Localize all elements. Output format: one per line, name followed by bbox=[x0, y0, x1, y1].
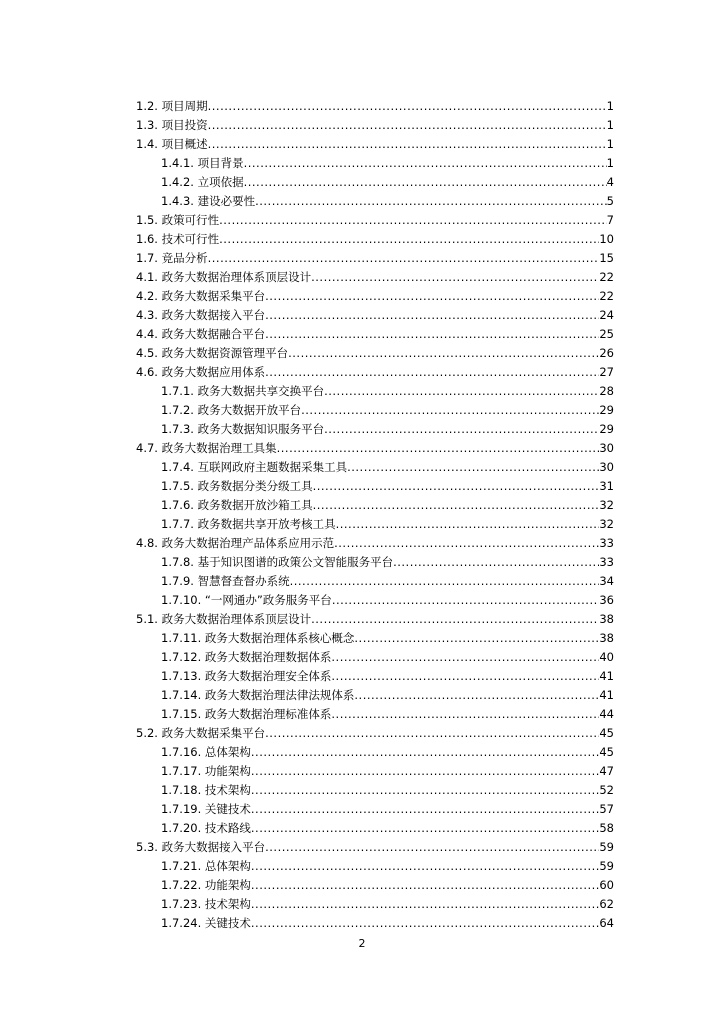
toc-entry[interactable] bbox=[136, 838, 614, 857]
toc-dot-leader bbox=[251, 914, 599, 933]
toc-entry[interactable] bbox=[136, 515, 614, 534]
toc-dot-leader bbox=[313, 477, 600, 496]
toc-dot-leader bbox=[277, 439, 600, 458]
toc-entry[interactable] bbox=[136, 344, 614, 363]
toc-entry-title: 1.7.9. 智慧督查督办系统 bbox=[161, 574, 290, 588]
toc-entry-page: 33 bbox=[599, 536, 614, 550]
toc-dot-leader bbox=[265, 838, 599, 857]
toc-entry-page: 31 bbox=[599, 479, 614, 493]
toc-entry[interactable] bbox=[136, 249, 614, 268]
toc-dot-leader bbox=[265, 363, 599, 382]
toc-entry-page: 34 bbox=[599, 574, 614, 588]
toc-dot-leader bbox=[251, 895, 599, 914]
toc-dot-leader bbox=[244, 173, 607, 192]
toc-entry-title: 1.7.13. 政务大数据治理安全体系 bbox=[161, 669, 332, 683]
toc-entry-title: 1.5. 政策可行性 bbox=[136, 213, 220, 227]
toc-entry[interactable] bbox=[136, 439, 614, 458]
toc-dot-leader bbox=[290, 572, 600, 591]
toc-dot-leader bbox=[331, 705, 599, 724]
toc-entry[interactable] bbox=[136, 914, 614, 933]
toc-entry[interactable] bbox=[136, 154, 614, 173]
toc-dot-leader bbox=[255, 192, 607, 211]
toc-entry[interactable] bbox=[136, 534, 614, 553]
toc-entry-title: 4.2. 政务大数据采集平台 bbox=[136, 289, 266, 303]
toc-entry-page: 1 bbox=[606, 156, 614, 170]
toc-entry[interactable] bbox=[136, 686, 614, 705]
toc-dot-leader bbox=[324, 420, 599, 439]
toc-dot-leader bbox=[354, 629, 599, 648]
toc-entry-title: 1.7.19. 关键技术 bbox=[161, 802, 251, 816]
toc-dot-leader bbox=[334, 534, 599, 553]
toc-dot-leader bbox=[265, 724, 599, 743]
toc-dot-leader bbox=[311, 268, 599, 287]
toc-dot-leader bbox=[251, 800, 599, 819]
toc-entry-title: 1.7.10. “一网通办”政务服务平台 bbox=[161, 593, 332, 607]
toc-entry-title: 1.7.5. 政务数据分类分级工具 bbox=[161, 479, 313, 493]
toc-dot-leader bbox=[331, 648, 599, 667]
toc-entry[interactable] bbox=[136, 591, 614, 610]
toc-entry-title: 1.7.8. 基于知识图谱的政策公文智能服务平台 bbox=[161, 555, 394, 569]
toc-entry[interactable] bbox=[136, 724, 614, 743]
toc-dot-leader bbox=[332, 591, 600, 610]
toc-entry-page: 5 bbox=[606, 194, 614, 208]
toc-entry-title: 4.7. 政务大数据治理工具集 bbox=[136, 441, 277, 455]
toc-entry-title: 1.7.16. 总体架构 bbox=[161, 745, 251, 759]
toc-entry[interactable] bbox=[136, 857, 614, 876]
toc-entry[interactable] bbox=[136, 211, 614, 230]
toc-entry-title: 1.4.1. 项目背景 bbox=[161, 156, 244, 170]
toc-entry[interactable] bbox=[136, 420, 614, 439]
toc-entry[interactable] bbox=[136, 325, 614, 344]
toc-entry[interactable] bbox=[136, 762, 614, 781]
toc-entry[interactable] bbox=[136, 648, 614, 667]
toc-entry-page: 25 bbox=[599, 327, 614, 341]
toc-entry-title: 5.3. 政务大数据接入平台 bbox=[136, 840, 266, 854]
toc-entry-title: 1.7.1. 政务大数据共享交换平台 bbox=[161, 384, 325, 398]
toc-entry-page: 1 bbox=[606, 99, 614, 113]
toc-entry-page: 38 bbox=[599, 631, 614, 645]
toc-entry-page: 22 bbox=[599, 270, 614, 284]
toc-dot-leader bbox=[208, 249, 600, 268]
toc-dot-leader bbox=[301, 401, 599, 420]
toc-entry[interactable] bbox=[136, 363, 614, 382]
toc-dot-leader bbox=[251, 781, 599, 800]
toc-entry-page: 41 bbox=[599, 688, 614, 702]
toc-entry[interactable] bbox=[136, 116, 614, 135]
toc-entry-page: 1 bbox=[606, 137, 614, 151]
toc-entry-title: 1.7.15. 政务大数据治理标准体系 bbox=[161, 707, 332, 721]
toc-entry-page: 58 bbox=[599, 821, 614, 835]
toc-entry[interactable] bbox=[136, 705, 614, 724]
toc-entry-title: 1.2. 项目周期 bbox=[136, 99, 208, 113]
toc-entry-page: 1 bbox=[606, 118, 614, 132]
toc-entry-page: 57 bbox=[599, 802, 614, 816]
toc-dot-leader bbox=[331, 667, 599, 686]
toc-entry-page: 30 bbox=[599, 460, 614, 474]
toc-entry-page: 30 bbox=[599, 441, 614, 455]
toc-entry-title: 5.1. 政务大数据治理体系顶层设计 bbox=[136, 612, 312, 626]
toc-entry-title: 4.3. 政务大数据接入平台 bbox=[136, 308, 266, 322]
toc-entry[interactable] bbox=[136, 743, 614, 762]
toc-entry-title: 1.4. 项目概述 bbox=[136, 137, 208, 151]
toc-entry-page: 38 bbox=[599, 612, 614, 626]
toc-entry[interactable] bbox=[136, 496, 614, 515]
toc-dot-leader bbox=[336, 515, 600, 534]
toc-entry-page: 29 bbox=[599, 422, 614, 436]
toc-entry[interactable] bbox=[136, 401, 614, 420]
toc-entry-title: 1.7.3. 政务大数据知识服务平台 bbox=[161, 422, 325, 436]
toc-dot-leader bbox=[251, 819, 599, 838]
toc-entry-title: 4.5. 政务大数据资源管理平台 bbox=[136, 346, 289, 360]
toc-dot-leader bbox=[219, 230, 599, 249]
toc-entry[interactable] bbox=[136, 173, 614, 192]
toc-entry[interactable] bbox=[136, 382, 614, 401]
toc-dot-leader bbox=[251, 743, 599, 762]
toc-entry-page: 52 bbox=[599, 783, 614, 797]
toc-entry-title: 5.2. 政务大数据采集平台 bbox=[136, 726, 266, 740]
toc-dot-leader bbox=[219, 211, 607, 230]
toc-dot-leader bbox=[251, 876, 599, 895]
toc-entry-page: 28 bbox=[599, 384, 614, 398]
toc-entry-title: 1.7.7. 政务数据共享开放考核工具 bbox=[161, 517, 336, 531]
toc-dot-leader bbox=[324, 382, 599, 401]
toc-entry[interactable] bbox=[136, 610, 614, 629]
toc-entry-page: 33 bbox=[599, 555, 614, 569]
page-number: 2 bbox=[358, 937, 366, 950]
toc-entry[interactable] bbox=[136, 819, 614, 838]
toc-entry-title: 1.7.17. 功能架构 bbox=[161, 764, 251, 778]
toc-entry-page: 62 bbox=[599, 897, 614, 911]
table-of-contents bbox=[136, 97, 614, 933]
toc-entry-page: 59 bbox=[599, 840, 614, 854]
toc-entry[interactable] bbox=[136, 287, 614, 306]
toc-entry[interactable] bbox=[136, 895, 614, 914]
toc-entry-title: 1.6. 技术可行性 bbox=[136, 232, 220, 246]
toc-entry-page: 15 bbox=[599, 251, 614, 265]
toc-dot-leader bbox=[311, 610, 599, 629]
toc-entry[interactable] bbox=[136, 135, 614, 154]
toc-entry-title: 1.7.22. 功能架构 bbox=[161, 878, 251, 892]
toc-entry-page: 40 bbox=[599, 650, 614, 664]
toc-entry[interactable] bbox=[136, 306, 614, 325]
toc-entry-page: 60 bbox=[599, 878, 614, 892]
toc-entry-title: 1.7.18. 技术架构 bbox=[161, 783, 251, 797]
toc-entry-page: 47 bbox=[599, 764, 614, 778]
toc-entry-title: 1.7.6. 政务数据开放沙箱工具 bbox=[161, 498, 313, 512]
toc-entry-page: 32 bbox=[599, 517, 614, 531]
toc-entry-page: 29 bbox=[599, 403, 614, 417]
toc-dot-leader bbox=[208, 97, 607, 116]
toc-entry-title: 1.7.20. 技术路线 bbox=[161, 821, 251, 835]
toc-entry-title: 1.4.2. 立项依据 bbox=[161, 175, 244, 189]
toc-entry[interactable] bbox=[136, 477, 614, 496]
toc-entry-page: 7 bbox=[606, 213, 614, 227]
toc-dot-leader bbox=[347, 458, 599, 477]
toc-entry-page: 64 bbox=[599, 916, 614, 930]
toc-dot-leader bbox=[393, 553, 599, 572]
toc-entry-title: 1.7. 竞品分析 bbox=[136, 251, 208, 265]
toc-entry-page: 59 bbox=[599, 859, 614, 873]
toc-entry[interactable] bbox=[136, 268, 614, 287]
toc-entry-title: 1.7.24. 关键技术 bbox=[161, 916, 251, 930]
toc-entry-title: 1.3. 项目投资 bbox=[136, 118, 208, 132]
toc-entry[interactable] bbox=[136, 572, 614, 591]
toc-entry[interactable] bbox=[136, 553, 614, 572]
toc-dot-leader bbox=[313, 496, 600, 515]
toc-entry-page: 26 bbox=[599, 346, 614, 360]
toc-entry[interactable] bbox=[136, 800, 614, 819]
toc-entry-page: 27 bbox=[599, 365, 614, 379]
toc-entry-title: 1.7.23. 技术架构 bbox=[161, 897, 251, 911]
toc-entry-page: 36 bbox=[599, 593, 614, 607]
toc-entry[interactable] bbox=[136, 230, 614, 249]
toc-entry[interactable] bbox=[136, 192, 614, 211]
toc-entry-title: 1.7.11. 政务大数据治理体系核心概念 bbox=[161, 631, 355, 645]
toc-dot-leader bbox=[265, 287, 599, 306]
toc-entry-title: 1.7.14. 政务大数据治理法律法规体系 bbox=[161, 688, 355, 702]
toc-entry[interactable] bbox=[136, 458, 614, 477]
toc-dot-leader bbox=[265, 325, 599, 344]
toc-entry-title: 1.4.3. 建设必要性 bbox=[161, 194, 256, 208]
toc-entry[interactable] bbox=[136, 876, 614, 895]
toc-entry-page: 10 bbox=[599, 232, 614, 246]
toc-entry-title: 1.7.2. 政务大数据开放平台 bbox=[161, 403, 302, 417]
toc-entry-page: 45 bbox=[599, 726, 614, 740]
toc-entry-title: 1.7.12. 政务大数据治理数据体系 bbox=[161, 650, 332, 664]
toc-entry[interactable] bbox=[136, 781, 614, 800]
toc-dot-leader bbox=[251, 857, 599, 876]
toc-entry[interactable] bbox=[136, 97, 614, 116]
toc-dot-leader bbox=[265, 306, 599, 325]
toc-entry-title: 1.7.21. 总体架构 bbox=[161, 859, 251, 873]
toc-entry[interactable] bbox=[136, 667, 614, 686]
toc-entry-title: 4.4. 政务大数据融合平台 bbox=[136, 327, 266, 341]
toc-entry-title: 1.7.4. 互联网政府主题数据采集工具 bbox=[161, 460, 348, 474]
toc-entry-page: 22 bbox=[599, 289, 614, 303]
toc-dot-leader bbox=[208, 116, 607, 135]
toc-entry-page: 32 bbox=[599, 498, 614, 512]
toc-entry-page: 41 bbox=[599, 669, 614, 683]
toc-entry-title: 4.1. 政务大数据治理体系顶层设计 bbox=[136, 270, 312, 284]
toc-entry-title: 4.8. 政务大数据治理产品体系应用示范 bbox=[136, 536, 335, 550]
toc-dot-leader bbox=[244, 154, 607, 173]
toc-entry-page: 24 bbox=[599, 308, 614, 322]
toc-entry-page: 45 bbox=[599, 745, 614, 759]
toc-entry-title: 4.6. 政务大数据应用体系 bbox=[136, 365, 266, 379]
toc-entry-page: 4 bbox=[606, 175, 614, 189]
toc-entry[interactable] bbox=[136, 629, 614, 648]
toc-entry-page: 44 bbox=[599, 707, 614, 721]
toc-dot-leader bbox=[354, 686, 599, 705]
toc-dot-leader bbox=[208, 135, 607, 154]
toc-dot-leader bbox=[251, 762, 599, 781]
toc-dot-leader bbox=[288, 344, 599, 363]
